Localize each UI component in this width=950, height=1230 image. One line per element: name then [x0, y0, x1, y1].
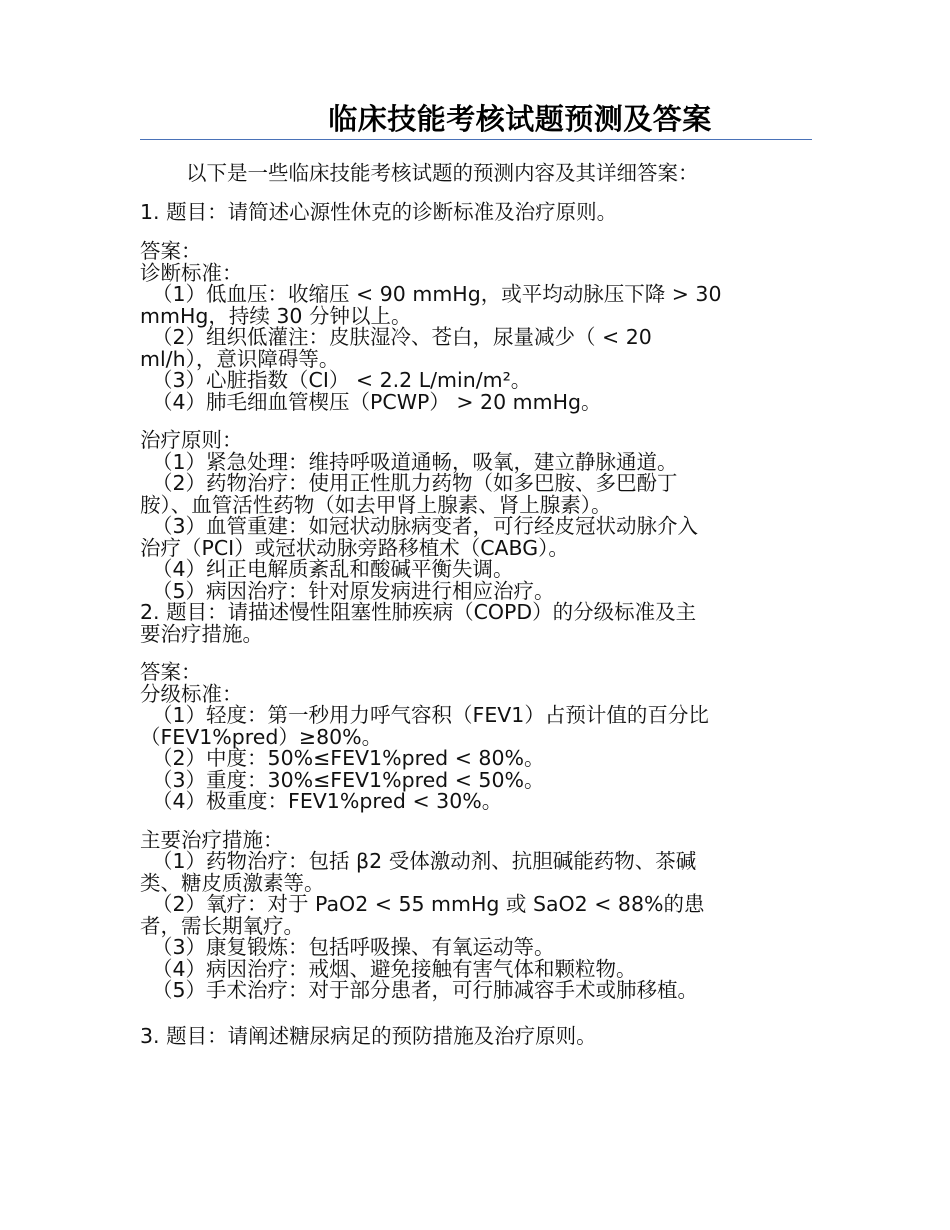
q1-diag-line: （4）肺毛细血管楔压（PCWP） > 20 mmHg。 [152, 389, 602, 414]
question-1: 1. 题目：请简述心源性休克的诊断标准及治疗原则。 [140, 200, 618, 224]
document-title: 临床技能考核试题预测及答案 [328, 102, 712, 136]
q1-diag-line: （1）低血压：收缩压 < 90 mmHg，或平均动脉压下降 > 30 [152, 282, 722, 306]
q1-diag-line: （2）组织低灌注：皮肤湿冷、苍白，尿量减少（ < 20 [152, 325, 652, 349]
q1-answer [140, 241, 812, 413]
q1-treat-line: （2）药物治疗：使用正性肌力药物（如多巴胺、多巴酚丁 [152, 471, 678, 495]
q1-treat-line: （4）纠正电解质紊乱和酸碱平衡失调。 [152, 557, 514, 581]
q2-treat-line: （3）康复锻炼：包括呼吸操、有氧运动等。 [152, 935, 555, 959]
q1-treat-line: （1）紧急处理：维持呼吸道通畅，吸氧，建立静脉通道。 [152, 449, 678, 474]
q1-treatment [140, 430, 812, 602]
q1-treat-line: （3）血管重建：如冠状动脉病变者，可行经皮冠状动脉介入 [152, 514, 699, 538]
q2-treatment [140, 827, 812, 1002]
intro-paragraph: 以下是一些临床技能考核试题的预测内容及其详细答案： [186, 161, 699, 185]
q2-grade-line: （3）重度：30%≤FEV1%pred < 50%。 [152, 767, 545, 792]
q2-grade-line: （4）极重度：FEV1%pred < 30%。 [152, 789, 503, 813]
q2-answer-label: 答案： [140, 660, 202, 684]
q2-grade-label: 分级标准： [140, 681, 243, 706]
q2-treat-line: 者，需长期氧疗。 [140, 913, 304, 938]
document-page [140, 100, 812, 1048]
q2-treat-line: （5）手术治疗：对于部分患者，可行肺减容手术或肺移植。 [152, 978, 699, 1002]
q2-grade-line: （1）轻度：第一秒用力呼气容积（FEV1）占预计值的百分比 [152, 703, 709, 727]
q2-treat-line: （4）病因治疗：戒烟、避免接触有害气体和颗粒物。 [152, 956, 637, 981]
q1-diag-label: 诊断标准： [140, 260, 243, 285]
question-2-line: 要治疗措施。 [140, 621, 263, 646]
q2-grade-line: （FEV1%pred）≥80%。 [140, 724, 383, 749]
q1-treat-line: 治疗（PCI）或冠状动脉旁路移植术（CABG）。 [140, 535, 569, 560]
question-3: 3. 题目：请阐述糖尿病足的预防措施及治疗原则。 [140, 1023, 597, 1048]
q1-treat-label: 治疗原则： [140, 428, 243, 452]
q1-diag-line: mmHg，持续 30 分钟以上。 [140, 303, 412, 328]
q2-answer [140, 662, 812, 813]
q2-treat-line: 类、糖皮质激素等。 [140, 870, 325, 895]
q1-answer-label: 答案： [140, 239, 202, 263]
q1-diag-line: ml/h），意识障碍等。 [140, 346, 340, 371]
question-2 [140, 602, 812, 645]
q2-grade-line: （2）中度：50%≤FEV1%pred < 80%。 [152, 746, 545, 770]
q1-treat-line: 胺）、血管活性药物（如去甲肾上腺素、肾上腺素）。 [140, 492, 612, 517]
question-2-line: 2. 题目：请描述慢性阻塞性肺疾病（COPD）的分级标准及主 [140, 600, 697, 624]
q2-treat-line: （1）药物治疗：包括 β2 受体激动剂、抗胆碱能药物、茶碱 [152, 849, 697, 873]
q2-treat-line: （2）氧疗：对于 PaO2 < 55 mmHg 或 SaO2 < 88%的患 [152, 892, 705, 916]
q1-diag-line: （3）心脏指数（CI） < 2.2 L/min/m²。 [152, 368, 532, 392]
q1-treat-line: （5）病因治疗：针对原发病进行相应治疗。 [152, 578, 555, 603]
q2-treat-label: 主要治疗措施： [140, 827, 284, 852]
